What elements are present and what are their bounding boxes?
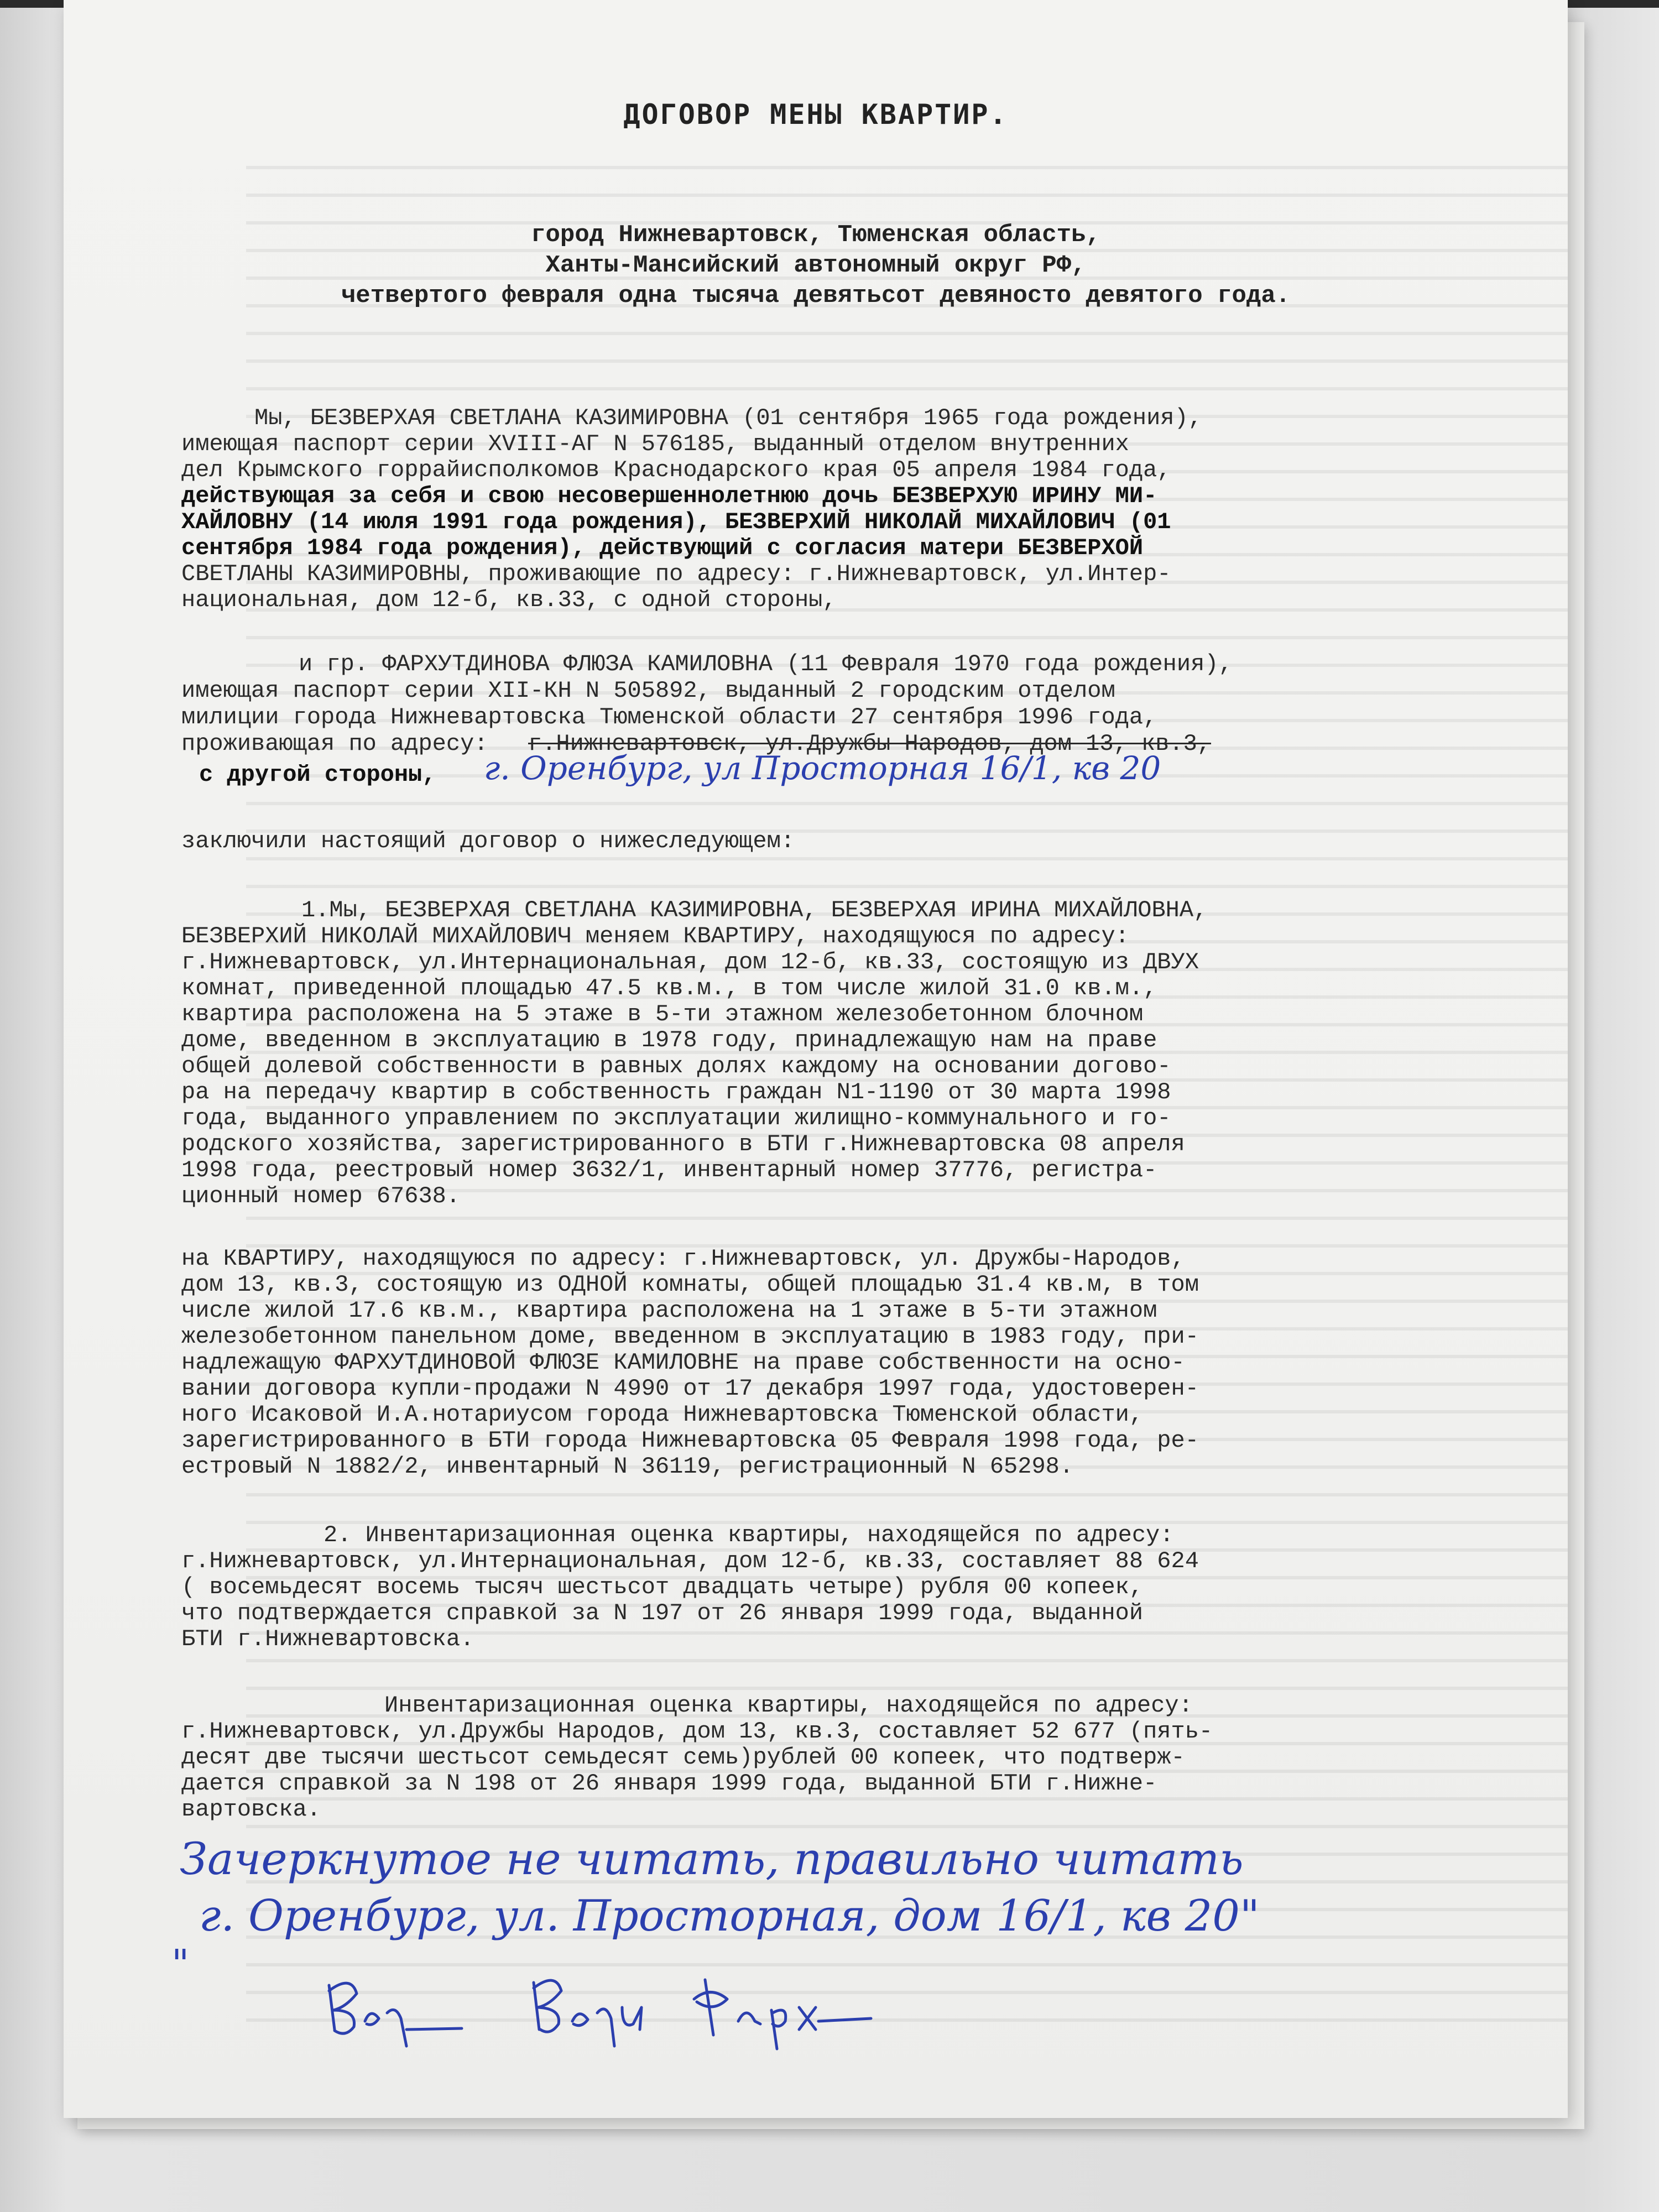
clause1b-line: ного Исаковой И.А.нотариусом города Нижневартовска Тюменской области, <box>181 1401 1144 1428</box>
clause2b-line: вартовска. <box>181 1796 321 1823</box>
signatures <box>324 1969 1015 2057</box>
clause1-line: ра на передачу квартир в собственность граждан N1-1190 от 30 марта 1998 <box>181 1079 1171 1105</box>
clause2-line: 2. Инвентаризационная оценка квартиры, находящейся по адресу: <box>324 1522 1174 1548</box>
clause1-line: БЕЗВЕРХИЙ НИКОЛАЙ МИХАЙЛОВИЧ меняем КВАРТИРУ, находящуюся по адресу: <box>181 923 1129 950</box>
party2-line: милиции города Нижневартовска Тюменской области 27 сентября 1996 года, <box>181 704 1157 731</box>
party1-line: СВЕТЛАНЫ КАЗИМИРОВНЫ, проживающие по адресу: г.Нижневартовск, ул.Интер- <box>181 561 1171 587</box>
handwritten-note-line-2: г. Оренбург, ул. Просторная, дом 16/1, кв 20" <box>199 1891 1260 1941</box>
clause1b-line: числе жилой 17.6 кв.м., квартира расположена на 1 этаже в 5-ти этажном <box>181 1297 1157 1324</box>
handwritten-quote: " <box>171 1941 190 1986</box>
party1-line: Мы, БЕЗВЕРХАЯ СВЕТЛАНА КАЗИМИРОВНА (01 сентября 1965 года рождения), <box>254 405 1202 431</box>
party1-line: национальная, дом 12-б, кв.33, с одной стороны, <box>181 587 837 613</box>
clause2-line: БТИ г.Нижневартовска. <box>181 1626 474 1652</box>
clause1b-line: дом 13, кв.3, состоящую из ОДНОЙ комнаты, общей площадью 31.4 кв.м, в том <box>181 1271 1199 1298</box>
clause1b-line: зарегистрированного в БТИ города Нижневартовска 05 Февраля 1998 года, ре- <box>181 1427 1199 1454</box>
clause1-line: г.Нижневартовск, ул.Интернациональная, дом 12-б, кв.33, состоящую из ДВУХ <box>181 949 1199 975</box>
party2-line: с другой стороны, <box>199 761 436 788</box>
clause1-line: родского хозяйства, зарегистрированного в БТИ г.Нижневартовска 08 апреля <box>181 1131 1185 1157</box>
clause2-line: ( восемьдесят восемь тысяч шестьсот двадцать четыре) рубля 00 копеек, <box>181 1574 1144 1600</box>
clause1-line: доме, введенном в эксплуатацию в 1978 году, принадлежащую нам на праве <box>181 1027 1157 1053</box>
clause1b-line: железобетонном панельном доме, введенном в эксплуатацию в 1983 году, при- <box>181 1323 1199 1350</box>
clause1-line: комнат, приведенной площадью 47.5 кв.м., в том числе жилой 31.0 кв.м., <box>181 975 1157 1001</box>
clause1b-line: вании договора купли-продажи N 4990 от 17 декабря 1997 года, удостоверен- <box>181 1375 1199 1402</box>
party1-line: имеющая паспорт серии XVIII-АГ N 576185, выданный отделом внутренних <box>181 431 1129 457</box>
clause2-line: г.Нижневартовск, ул.Интернациональная, дом 12-б, кв.33, составляет 88 624 <box>181 1548 1199 1574</box>
clause1b-line: естровый N 1882/2, инвентарный N 36119, регистрационный N 65298. <box>181 1453 1074 1480</box>
handwritten-new-address: г. Оренбург, ул Просторная 16/1, кв 20 <box>484 749 1161 787</box>
place-line-3: четвертого февраля одна тысяча девятьсот девяносто девятого года. <box>341 282 1291 310</box>
signature-3 <box>694 1980 871 2049</box>
document-page <box>64 0 1568 2118</box>
signature-2 <box>534 1980 641 2046</box>
clause1-line: общей долевой собственности в равных долях каждому на основании догово- <box>181 1053 1171 1079</box>
clause2b-line: дается справкой за N 198 от 26 января 1999 года, выданной БТИ г.Нижне- <box>181 1770 1157 1797</box>
clause1-line: года, выданного управлением по эксплуатации жилищно-коммунального и го- <box>181 1105 1171 1131</box>
signature-1 <box>329 1983 462 2046</box>
clause1b-line: на КВАРТИРУ, находящуюся по адресу: г.Нижневартовск, ул. Дружбы-Народов, <box>181 1245 1185 1272</box>
place-line-2: Ханты-Мансийский автономный округ РФ, <box>545 252 1086 279</box>
document-title: ДОГОВОР МЕНЫ КВАРТИР. <box>623 98 1008 131</box>
clause2b-line: Инвентаризационная оценка квартиры, находящейся по адресу: <box>384 1692 1193 1719</box>
clause2b-line: г.Нижневартовск, ул.Дружбы Народов, дом 13, кв.3, составляет 52 677 (пять- <box>181 1718 1213 1745</box>
struck-address: г.Нижневартовск, ул.Дружбы Народов, дом 13, кв.3, <box>528 731 1212 757</box>
place-line-1: город Нижневартовск, Тюменская область, <box>531 221 1100 249</box>
intro-line: заключили настоящий договор о нижеследующем: <box>181 828 795 854</box>
clause2-line: что подтверждается справкой за N 197 от 26 января 1999 года, выданной <box>181 1600 1144 1626</box>
party2-line: имеющая паспорт серии XII-КН N 505892, выданный 2 городским отделом <box>181 677 1115 704</box>
party1-line: сентября 1984 года рождения), действующий с согласия матери БЕЗВЕРХОЙ <box>181 535 1144 561</box>
handwritten-note-line-1: Зачеркнутое не читать, правильно читать <box>180 1833 1244 1885</box>
party1-line: действующая за себя и свою несовершеннолетнюю дочь БЕЗВЕРХУЮ ИРИНУ МИ- <box>181 483 1157 509</box>
clause1b-line: надлежащую ФАРХУТДИНОВОЙ ФЛЮЗЕ КАМИЛОВНЕ на праве собственности на осно- <box>181 1349 1185 1376</box>
clause1-line: ционный номер 67638. <box>181 1183 461 1209</box>
clause2b-line: десят две тысячи шестьсот семьдесят семь)рублей 00 копеек, что подтверж- <box>181 1744 1185 1771</box>
party2-line: и гр. ФАРХУТДИНОВА ФЛЮЗА КАМИЛОВНА (11 Февраля 1970 года рождения), <box>299 651 1233 677</box>
party2-line: проживающая по адресу: <box>181 731 488 757</box>
party1-line: ХАЙЛОВНУ (14 июля 1991 года рождения), БЕЗВЕРХИЙ НИКОЛАЙ МИХАЙЛОВИЧ (01 <box>181 509 1171 535</box>
clause1-line: 1.Мы, БЕЗВЕРХАЯ СВЕТЛАНА КАЗИМИРОВНА, БЕЗВЕРХАЯ ИРИНА МИХАЙЛОВНА, <box>301 897 1208 924</box>
party1-line: дел Крымского горрайисполкомов Краснодарского края 05 апреля 1984 года, <box>181 457 1171 483</box>
clause1-line: квартира расположена на 5 этаже в 5-ти этажном железобетонном блочном <box>181 1001 1144 1027</box>
clause1-line: 1998 года, реестровый номер 3632/1, инвентарный номер 37776, регистра- <box>181 1157 1157 1183</box>
